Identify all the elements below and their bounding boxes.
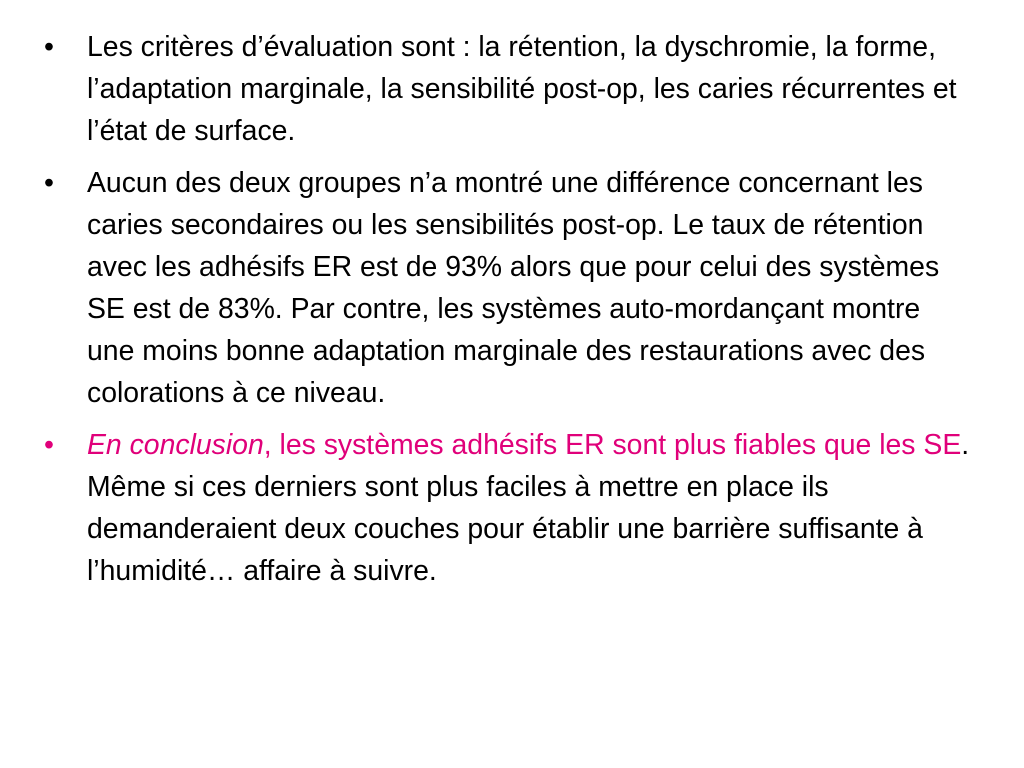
bullet-marker: • — [44, 167, 54, 199]
conclusion-highlight: , les systèmes adhésifs ER sont plus fiables que les SE — [263, 429, 962, 461]
conclusion-label: En conclusion — [87, 429, 264, 461]
bullet-list — [44, 26, 974, 602]
bullet-marker: • — [44, 429, 54, 461]
bullet-marker: • — [44, 31, 54, 63]
bullet-item-results — [44, 162, 974, 414]
bullet-text: . Même si ces derniers sont plus faciles à mettre en place ils demanderaient deux couches pour établir une barrière suffisante à l’humidité… affaire à suivre. — [87, 429, 970, 587]
bullet-item-conclusion — [44, 424, 974, 592]
bullet-text: Aucun des deux groupes n’a montré une différence concernant les caries secondaires ou les sensibilités post-op. Le taux de rétention avec les adhésifs ER est de 93% alors que pour celui des systèmes SE est de 83%. Par contre, les systèmes auto-mordançant montre une moins bonne adaptation marginale des restaurations avec des colorations à ce niveau. — [87, 167, 940, 409]
bullet-item-criteria — [44, 26, 974, 152]
bullet-text: Les critères d’évaluation sont : la rétention, la dyschromie, la forme, l’adaptation marginale, la sensibilité post-op, les caries récurrentes et l’état de surface. — [87, 31, 957, 147]
